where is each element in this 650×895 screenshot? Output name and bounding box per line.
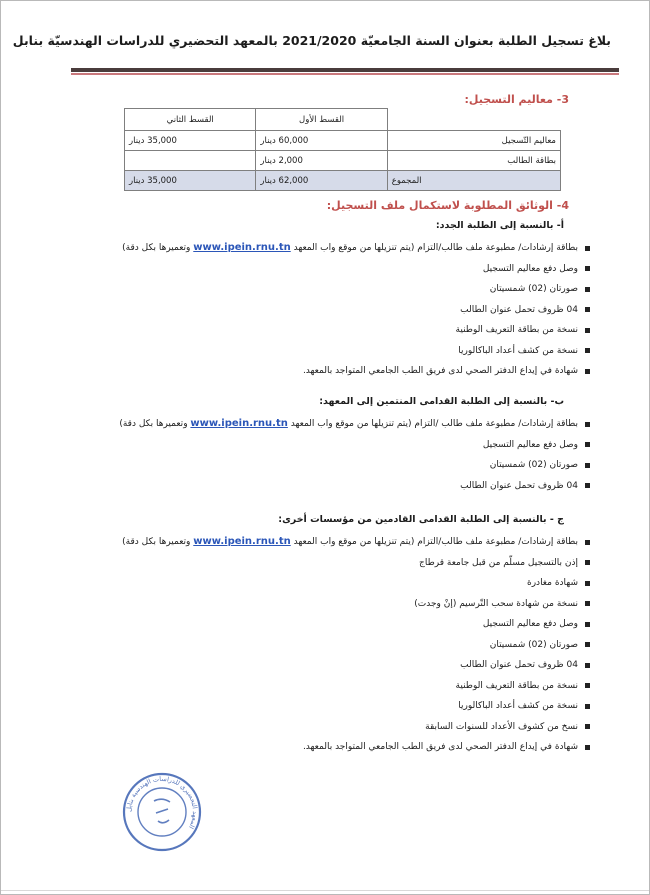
item-text: وصل دفع معاليم التسجيل	[482, 263, 578, 274]
list-item	[122, 717, 590, 738]
item-text: نسخة من بطاقة التعريف الوطنية	[455, 325, 578, 335]
svg-text:المعهد التحضيري للدراسات الهند: المعهد التحضيري للدراسات الهندسية بنابل	[124, 774, 200, 831]
list-item	[122, 594, 590, 615]
item-text: شهادة مغادرة	[527, 578, 578, 588]
fees-row-first: 60,000 دينار	[256, 131, 387, 151]
list-item	[122, 341, 590, 362]
website-link[interactable]: www.ipein.rnu.tn	[193, 242, 291, 253]
item-text: نسخ من كشوف الأعداد للسنوات السابقة	[425, 721, 578, 732]
fees-row-label: بطاقة الطالب	[387, 151, 560, 171]
item-text: نسخة من شهادة سحب التّرسيم (إنْ وجدت)	[414, 598, 578, 609]
fees-total-label: المجموع	[387, 171, 560, 191]
bullet-icon	[585, 683, 590, 688]
fees-table-header-row	[125, 109, 561, 131]
list-item	[122, 635, 590, 656]
list-item	[119, 476, 590, 497]
item-text: وتعميرها بكل دقة)	[122, 537, 194, 547]
list-item	[122, 279, 590, 300]
bullet-icon	[585, 287, 590, 292]
bullet-icon	[585, 560, 590, 565]
fees-total-second: 35,000 دينار	[125, 171, 256, 191]
item-text: شهادة في إيداع الدفتر الصحي لدى فريق الطب الجامعي المتواجد بالمعهد.	[302, 742, 578, 752]
item-text: صورتان (02) شمسيتان	[489, 639, 578, 650]
group-c-list	[122, 532, 590, 758]
item-text: نسخة من بطاقة التعريف الوطنية	[455, 680, 578, 691]
list-item	[122, 655, 590, 676]
bullet-icon	[585, 663, 590, 668]
item-text: 04 ظروف تحمل عنوان الطالب	[460, 480, 578, 491]
fees-header-second: القسط الثاني	[125, 109, 256, 131]
item-text: بطاقة إرشادات/ مطبوعة ملف طالب/التزام (يتم تنزيلها من موقع واب المعهد	[290, 537, 578, 547]
bullet-icon	[585, 348, 590, 353]
item-text: وتعميرها بكل دقة)	[119, 419, 191, 429]
list-item	[119, 455, 590, 476]
list-item	[122, 361, 590, 382]
bullet-icon	[585, 422, 590, 427]
fees-total-first: 62,000 دينار	[256, 171, 387, 191]
item-text: 04 ظروف تحمل عنوان الطالب	[460, 660, 578, 670]
fees-header-blank	[387, 109, 560, 131]
group-b-title: ب- بالنسبة إلى الطلبة القدامى المنتمين إلى المعهد:	[319, 396, 564, 407]
item-text: صورتان (02) شمسيتان	[489, 460, 578, 470]
title-divider	[71, 68, 619, 72]
title-divider-accent	[71, 73, 619, 75]
fees-row-second: 35,000 دينار	[125, 131, 256, 151]
fees-total-row	[125, 171, 561, 191]
fees-row-first: 2,000 دينار	[256, 151, 387, 171]
section-4-heading: 4- الوثائق المطلوبة لاستكمال ملف التسجيل:	[326, 199, 569, 212]
list-item	[122, 553, 590, 574]
table-row	[125, 151, 561, 171]
bullet-icon	[585, 483, 590, 488]
bullet-icon	[585, 642, 590, 647]
item-text: نسخة من كشف أعداد الباكالوريا	[458, 701, 578, 711]
item-text: 04 ظروف تحمل عنوان الطالب	[460, 304, 578, 315]
item-text: بطاقة إرشادات/ مطبوعة ملف طالب /التزام (يتم تنزيلها من موقع واب المعهد	[287, 419, 578, 429]
bullet-icon	[585, 328, 590, 333]
list-item	[122, 320, 590, 341]
item-text: بطاقة إرشادات/ مطبوعة ملف طالب/التزام (يتم تنزيلها من موقع واب المعهد	[290, 243, 578, 253]
list-item	[122, 614, 590, 635]
fees-header-first: القسط الأول	[256, 109, 387, 131]
item-text: وصل دفع معاليم التسجيل	[482, 619, 578, 629]
list-item	[122, 300, 590, 321]
bullet-icon	[585, 369, 590, 374]
bullet-icon	[585, 622, 590, 627]
list-item	[119, 414, 590, 435]
website-link[interactable]: www.ipein.rnu.tn	[190, 418, 288, 429]
bullet-icon	[585, 540, 590, 545]
bullet-icon	[585, 581, 590, 586]
bullet-icon	[585, 266, 590, 271]
bullet-icon	[585, 745, 590, 750]
list-item	[122, 532, 590, 553]
fees-row-label: معاليم التّسجيل	[387, 131, 560, 151]
section-3-heading: 3- معاليم التسجيل:	[464, 93, 569, 106]
list-item	[122, 737, 590, 758]
bullet-icon	[585, 724, 590, 729]
list-item	[122, 696, 590, 717]
table-row	[125, 131, 561, 151]
fees-table	[124, 108, 561, 191]
item-text: صورتان (02) شمسيتان	[489, 284, 578, 294]
bullet-icon	[585, 307, 590, 312]
group-a-list	[122, 238, 590, 382]
list-item	[119, 435, 590, 456]
document-title: بلاغ تسجيل الطلبة بعنوان السنة الجامعيّة 2021/2020 بالمعهد التحضيري للدراسات الهندسيّة بنابل	[12, 33, 611, 48]
item-text: شهادة في إيداع الدفتر الصحي لدى فريق الطب الجامعي المتواجد بالمعهد.	[302, 366, 578, 376]
page-bottom-edge	[1, 890, 649, 891]
item-text: وتعميرها بكل دقة)	[122, 243, 194, 253]
group-b-list	[119, 414, 590, 496]
bullet-icon	[585, 704, 590, 709]
list-item	[122, 238, 590, 259]
list-item	[122, 676, 590, 697]
item-text: نسخة من كشف أعداد الباكالوريا	[458, 345, 578, 356]
fees-row-second	[125, 151, 256, 171]
list-item	[122, 573, 590, 594]
group-a-title: أ- بالنسبة إلى الطلبة الجدد:	[435, 220, 564, 231]
list-item	[122, 259, 590, 280]
item-text: وصل دفع معاليم التسجيل	[482, 439, 578, 450]
bullet-icon	[585, 463, 590, 468]
group-c-title: ج - بالنسبة إلى الطلبة القدامى القادمين من مؤسسات أخرى:	[278, 514, 564, 525]
bullet-icon	[585, 442, 590, 447]
official-seal-icon	[121, 771, 203, 853]
item-text: إذن بالتسجيل مسلّم من قبل جامعة قرطاج	[419, 557, 578, 568]
website-link[interactable]: www.ipein.rnu.tn	[193, 536, 291, 547]
bullet-icon	[585, 601, 590, 606]
bullet-icon	[585, 246, 590, 251]
